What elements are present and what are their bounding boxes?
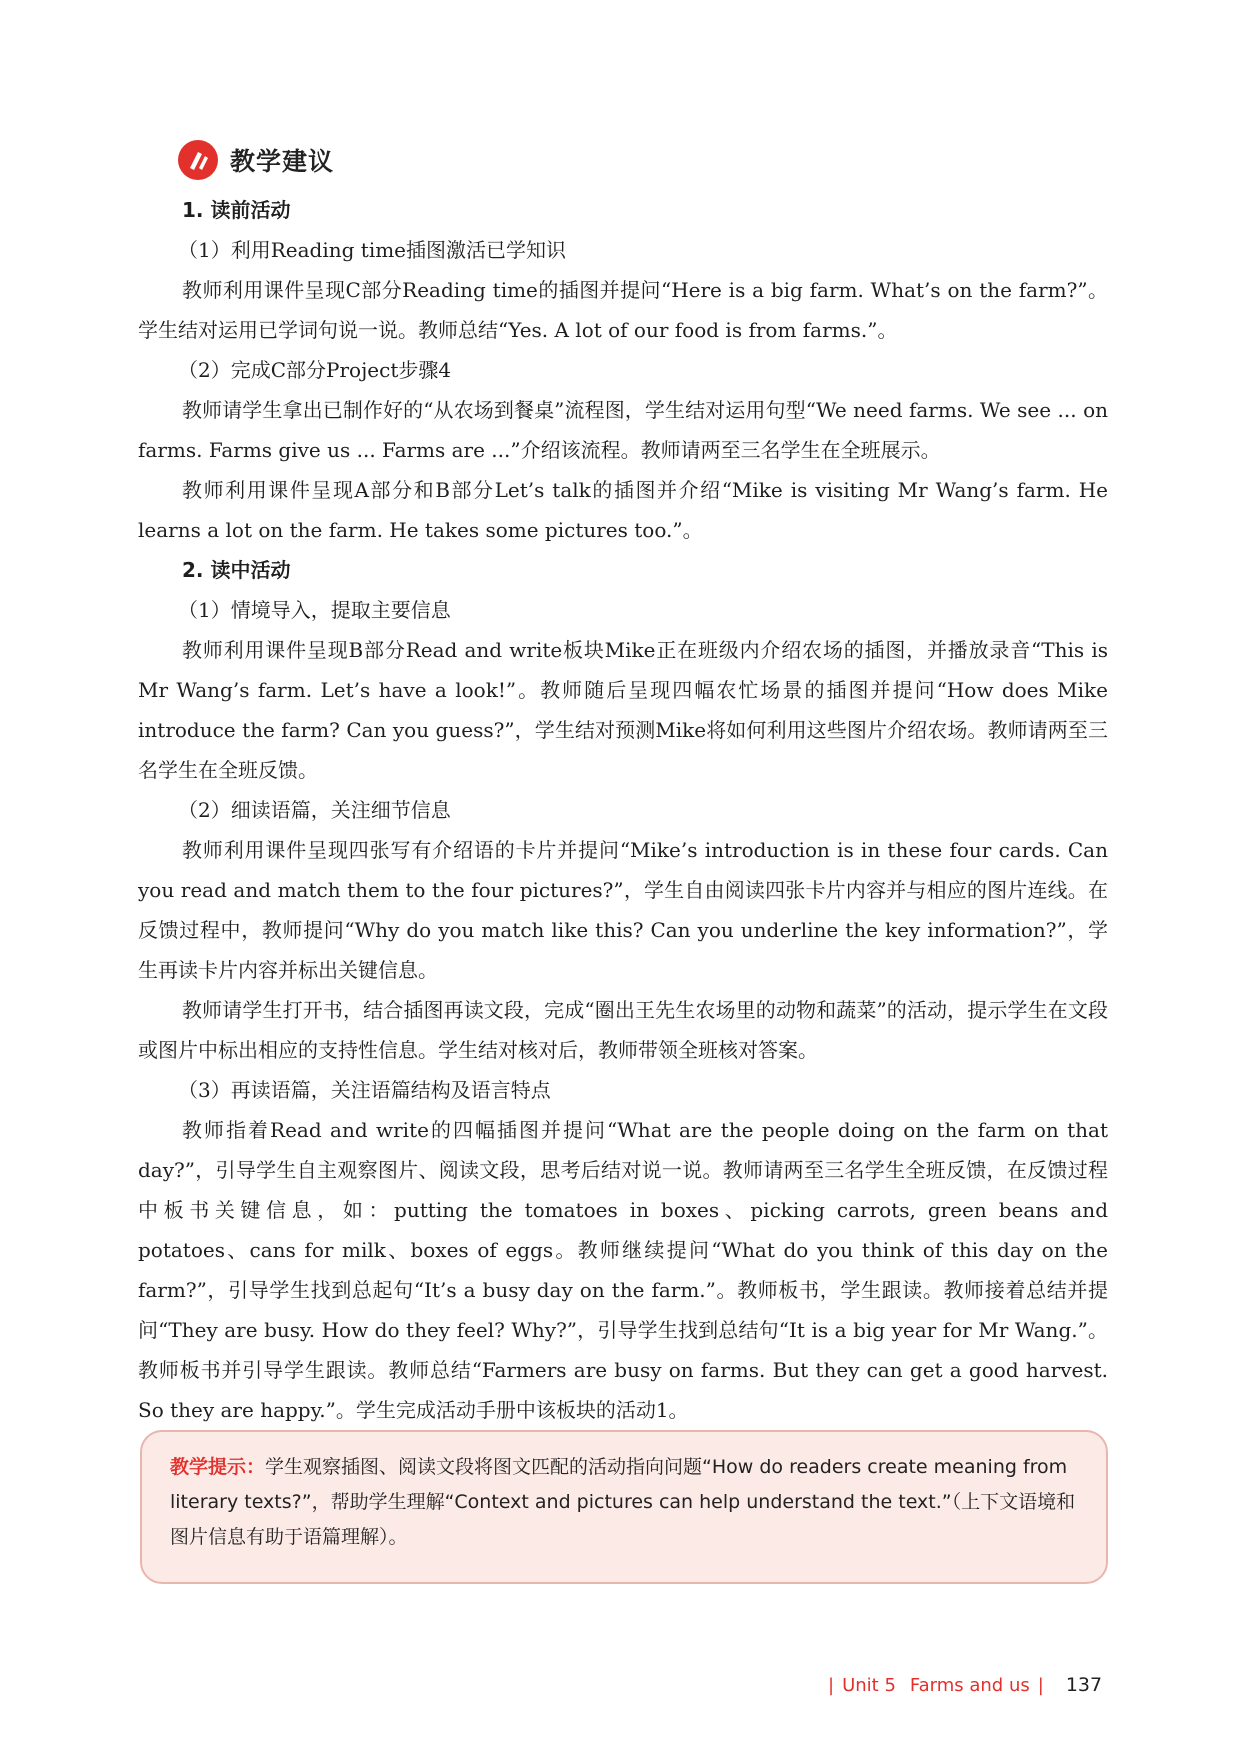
footer-unit: Unit 5 <box>842 1674 896 1696</box>
paragraph: 教师指着Read and write的四幅插图并提问“What are the people doing on the farm on that day?”，引导学生自主观察图片、阅读文段，思考后结对说一说。教师请两至三名学生全班反馈，在反馈过程中板书关键信息，如：putting the tomatoes in boxes、picking carrots, green beans and potatoes、cans for milk、boxes of eggs。教师继续提问“What do you think of this day on the farm?”，引导学生找到总起句“It’s a busy day on the farm.”。教师板书，学生跟读。教师接着总结并提问“They are busy. How do they feel? Why?”，引导学生找到总结句“It is a big year for Mr Wang.”。教师板书并引导学生跟读。教师总结“Farmers are busy on farms. But they can get a good harvest. So they are happy.”。学生完成活动手册中该板块的活动1。 <box>138 1118 1108 1422</box>
teaching-tip-box <box>140 1430 1108 1584</box>
section-title: 教学建议 <box>230 147 335 176</box>
paragraph: 教师利用课件呈现C部分Reading time的插图并提问“Here is a big farm. What’s on the farm?”。学生结对运用已学词句说一说。教师总结“Yes. A lot of our food is from farms.”。 <box>138 278 1108 342</box>
section-header <box>178 138 334 182</box>
paragraph: 教师请学生拿出已制作好的“从农场到餐桌”流程图，学生结对运用句型“We need farms. We see ... on farms. Farms give us ... Farms are ...”介绍该流程。教师请两至三名学生在全班展示。 <box>138 398 1108 462</box>
heading-while-reading: 2. 读中活动 <box>182 558 291 582</box>
subheading-context: （1）情境导入，提取主要信息 <box>178 598 451 622</box>
pencil-brush-icon <box>178 140 218 180</box>
subheading-project: （2）完成C部分Project步骤4 <box>178 358 452 382</box>
paragraph: 教师利用课件呈现B部分Read and write板块Mike正在班级内介绍农场的插图，并播放录音“This is Mr Wang’s farm. Let’s have a look!”。教师随后呈现四幅农忙场景的插图并提问“How does Mike introduce the farm? Can you guess?”，学生结对预测Mike将如何利用这些图片介绍农场。教师请两至三名学生在全班反馈。 <box>138 638 1108 782</box>
footer-separator: | <box>828 1674 835 1696</box>
main-content <box>138 190 1108 1430</box>
paragraph: 教师请学生打开书，结合插图再读文段，完成“圈出王先生农场里的动物和蔬菜”的活动，提示学生在文段或图片中标出相应的支持性信息。学生结对核对后，教师带领全班核对答案。 <box>138 998 1108 1062</box>
paragraph: 教师利用课件呈现A部分和B部分Let’s talk的插图并介绍“Mike is visiting Mr Wang’s farm. He learns a lot on the farm. He takes some pictures too.”。 <box>138 478 1108 542</box>
tip-text: 学生观察插图、阅读文段将图文匹配的活动指向问题“How do readers create meaning from literary texts?”，帮助学生理解“Context and pictures can help understand the text.”（上下文语境和图片信息有助于语篇理解）。 <box>170 1456 1076 1548</box>
paragraph: 教师利用课件呈现四张写有介绍语的卡片并提问“Mike’s introduction is in these four cards. Can you read and match them to the four pictures?”，学生自由阅读四张卡片内容并与相应的图片连线。在反馈过程中，教师提问“Why do you match like this? Can you underline the key information?”，学生再读卡片内容并标出关键信息。 <box>138 838 1108 982</box>
page-footer <box>820 1670 1102 1700</box>
subheading-detail: （2）细读语篇，关注细节信息 <box>178 798 451 822</box>
tip-label: 教学提示： <box>170 1456 266 1478</box>
heading-pre-reading: 1. 读前活动 <box>182 198 291 222</box>
subheading-reading-time: （1）利用Reading time插图激活已学知识 <box>178 238 567 262</box>
footer-separator: | <box>1037 1674 1044 1696</box>
subheading-structure: （3）再读语篇，关注语篇结构及语言特点 <box>178 1078 551 1102</box>
page-number: 137 <box>1065 1674 1103 1696</box>
footer-topic: Farms and us <box>909 1674 1030 1696</box>
